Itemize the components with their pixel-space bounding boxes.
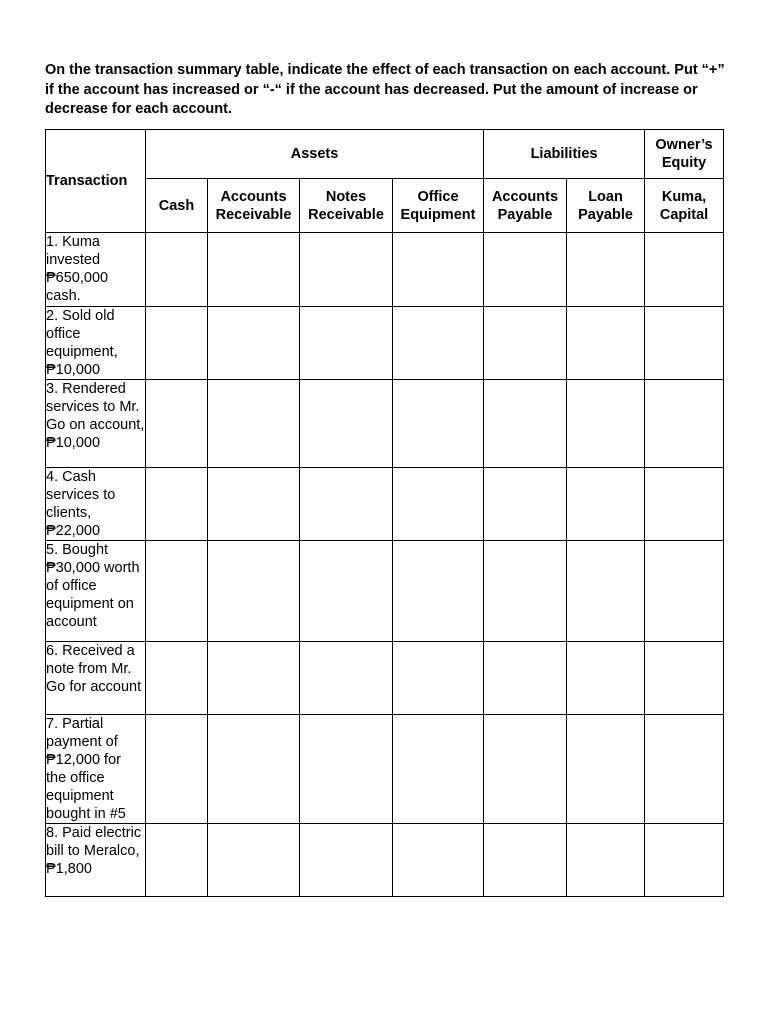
cash-cell[interactable]	[146, 642, 208, 715]
office-equipment-cell[interactable]	[393, 468, 484, 541]
office-equipment-cell[interactable]	[393, 307, 484, 380]
transaction-7: 7. Partial payment of ₱12,000 for the office equipment bought in #5	[46, 715, 146, 824]
transaction-2: 2. Sold old office equipment, ₱10,000	[46, 307, 146, 380]
cash-cell[interactable]	[146, 233, 208, 307]
loan-payable-cell[interactable]	[567, 824, 645, 897]
transaction-4: 4. Cash services to clients, ₱22,000	[46, 468, 146, 541]
cash-cell[interactable]	[146, 715, 208, 824]
office-equipment-cell[interactable]	[393, 824, 484, 897]
accounts-receivable-cell[interactable]	[208, 468, 300, 541]
owners-equity-header: Owner’s Equity	[645, 130, 724, 179]
transaction-8: 8. Paid electric bill to Meralco, ₱1,800	[46, 824, 146, 897]
kuma-capital-cell[interactable]	[645, 824, 724, 897]
loan-payable-cell[interactable]	[567, 715, 645, 824]
accounts-payable-cell[interactable]	[484, 541, 567, 642]
accounts-receivable-cell[interactable]	[208, 380, 300, 468]
notes-receivable-cell[interactable]	[300, 380, 393, 468]
accounts-payable-cell[interactable]	[484, 715, 567, 824]
accounts-payable-cell[interactable]	[484, 642, 567, 715]
cash-cell[interactable]	[146, 468, 208, 541]
assets-header: Assets	[146, 130, 484, 179]
notes-receivable-cell[interactable]	[300, 468, 393, 541]
accounts-receivable-cell[interactable]	[208, 642, 300, 715]
accounts-receivable-cell[interactable]	[208, 715, 300, 824]
kuma-capital-cell[interactable]	[645, 307, 724, 380]
accounts-payable-cell[interactable]	[484, 380, 567, 468]
loan-payable-cell[interactable]	[567, 380, 645, 468]
table-row	[46, 541, 724, 642]
loan-payable-cell[interactable]	[567, 307, 645, 380]
office-equipment-cell[interactable]	[393, 233, 484, 307]
table-row	[46, 468, 724, 541]
accounts-receivable-cell[interactable]	[208, 541, 300, 642]
transaction-1: 1. Kuma invested ₱650,000 cash.	[46, 233, 146, 307]
accounts-receivable-header: Accounts Receivable	[208, 179, 300, 233]
liabilities-header: Liabilities	[484, 130, 645, 179]
accounts-payable-cell[interactable]	[484, 824, 567, 897]
office-equipment-cell[interactable]	[393, 541, 484, 642]
cash-cell[interactable]	[146, 824, 208, 897]
kuma-capital-cell[interactable]	[645, 541, 724, 642]
notes-receivable-header: Notes Receivable	[300, 179, 393, 233]
cash-cell[interactable]	[146, 380, 208, 468]
instructions-text: On the transaction summary table, indicate the effect of each transaction on each account. Put “+” if the account has increased or “-“ if the account has decreased. Put the amount of increase or decrease for each account.	[45, 62, 725, 117]
table-row	[46, 642, 724, 715]
loan-payable-cell[interactable]	[567, 642, 645, 715]
table-row	[46, 824, 724, 897]
transaction-3: 3. Rendered services to Mr. Go on account, ₱10,000	[46, 380, 146, 468]
cash-header: Cash	[146, 179, 208, 233]
transaction-summary-table	[45, 129, 724, 897]
table-row	[46, 307, 724, 380]
transaction-5: 5. Bought ₱30,000 worth of office equipment on account	[46, 541, 146, 642]
transaction-header: Transaction	[46, 130, 146, 233]
office-equipment-cell[interactable]	[393, 642, 484, 715]
notes-receivable-cell[interactable]	[300, 541, 393, 642]
cash-cell[interactable]	[146, 307, 208, 380]
loan-payable-header: Loan Payable	[567, 179, 645, 233]
office-equipment-cell[interactable]	[393, 380, 484, 468]
notes-receivable-cell[interactable]	[300, 715, 393, 824]
notes-receivable-cell[interactable]	[300, 824, 393, 897]
kuma-capital-cell[interactable]	[645, 380, 724, 468]
kuma-capital-cell[interactable]	[645, 715, 724, 824]
kuma-capital-cell[interactable]	[645, 468, 724, 541]
transaction-6: 6. Received a note from Mr. Go for account	[46, 642, 146, 715]
accounts-payable-cell[interactable]	[484, 468, 567, 541]
accounts-receivable-cell[interactable]	[208, 233, 300, 307]
accounts-receivable-cell[interactable]	[208, 307, 300, 380]
loan-payable-cell[interactable]	[567, 233, 645, 307]
table-row	[46, 233, 724, 307]
loan-payable-cell[interactable]	[567, 541, 645, 642]
office-equipment-cell[interactable]	[393, 715, 484, 824]
instructions	[45, 61, 735, 120]
accounts-payable-header: Accounts Payable	[484, 179, 567, 233]
kuma-capital-header: Kuma, Capital	[645, 179, 724, 233]
table-row	[46, 380, 724, 468]
accounts-payable-cell[interactable]	[484, 307, 567, 380]
kuma-capital-cell[interactable]	[645, 233, 724, 307]
accounts-receivable-cell[interactable]	[208, 824, 300, 897]
accounts-payable-cell[interactable]	[484, 233, 567, 307]
cash-cell[interactable]	[146, 541, 208, 642]
loan-payable-cell[interactable]	[567, 468, 645, 541]
notes-receivable-cell[interactable]	[300, 307, 393, 380]
table-row	[46, 715, 724, 824]
notes-receivable-cell[interactable]	[300, 642, 393, 715]
kuma-capital-cell[interactable]	[645, 642, 724, 715]
office-equipment-header: Office Equipment	[393, 179, 484, 233]
notes-receivable-cell[interactable]	[300, 233, 393, 307]
